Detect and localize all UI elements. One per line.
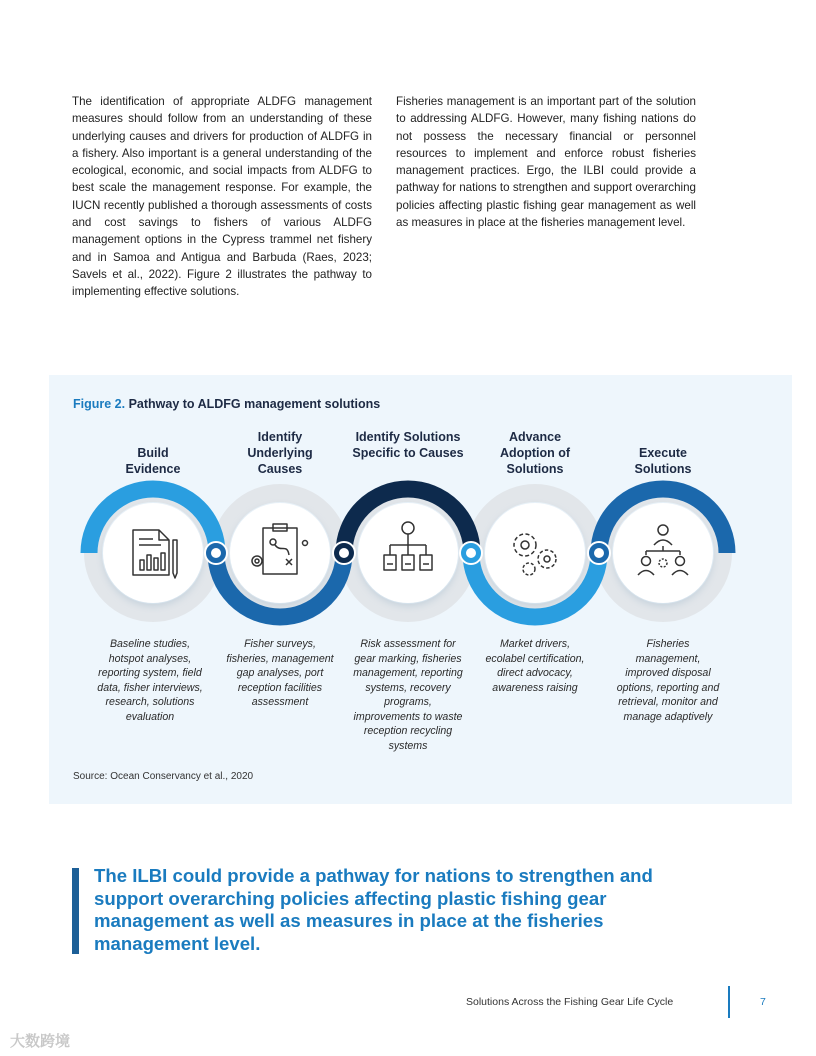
figure-2 — [49, 375, 792, 804]
figure-title-text: Pathway to ALDFG management solutions — [128, 397, 381, 411]
running-title: Solutions Across the Fishing Gear Life Cycle — [466, 996, 674, 1008]
step-desc-build-evidence: Baseline studies, hotspot analyses, reporting system, field data, fisher interviews, research, solutions evaluation — [97, 638, 203, 723]
step-title-identify-causes: Identify Underlying Causes — [247, 430, 313, 476]
step-title-identify-solutions: Identify Solutions Specific to Causes — [352, 430, 464, 460]
pullquote: The ILBI could provide a pathway for nations to strengthen and support overarching policies affecting plastic fishing gear management as well as measures in place at the fisheries management level. — [94, 865, 653, 954]
step-desc-identify-solutions: Risk assessment for gear marking, fisheries management, reporting systems, recovery programs, improvements to waste reception recycling systems — [353, 638, 463, 752]
page-number: 7 — [760, 996, 766, 1008]
pullquote-bar — [72, 868, 79, 954]
step-title-build-evidence: Build Evidence — [125, 446, 181, 476]
footer-divider — [728, 986, 730, 1018]
figure-label: Figure 2. — [73, 397, 126, 411]
step-title-execute-solutions: Execute Solutions — [634, 446, 692, 476]
step-title-advance-adoption: Advance Adoption of Solutions — [499, 430, 571, 476]
watermark: 大数跨境 — [10, 1033, 71, 1050]
figure-source: Source: Ocean Conservancy et al., 2020 — [73, 771, 254, 782]
body-paragraph-left: The identification of appropriate ALDFG management measures should follow from an understanding of these underlying causes and drivers for production of ALDFG in a fishery. Also important is a general understanding of the ecological, economic, and social impacts from ALDFG to best scale the management response. For example, the IUCN recently published a thorough assessments of costs and cost savings to fishers of various ALDFG management options in the Cypress trammel net fishery and in Samoa and Antigua and Barbuda (Raes, 2023; Savels et al., 2022). Figure 2 illustrates the pathway to implementing effective solutions. — [72, 95, 372, 299]
step-desc-execute-solutions: Fisheries management, improved disposal options, reporting and retrieval, monitor and manage adaptively — [616, 638, 720, 723]
step-desc-advance-adoption: Market drivers, ecolabel certification, direct advocacy, awareness raising — [485, 638, 585, 694]
step-desc-identify-causes: Fisher surveys, fisheries, management gap analyses, port reception facilities assessment — [226, 638, 334, 708]
body-paragraph-right: Fisheries management is an important part of the solution to addressing ALDFG. However, many fishing nations do not possess the necessary financial or personnel resources to implement and enforce robust fisheries management practices. Ergo, the ILBI could provide a pathway for nations to strengthen and support overarching policies affecting plastic fishing gear management as well as measures in place at the fisheries management level. — [396, 95, 696, 230]
